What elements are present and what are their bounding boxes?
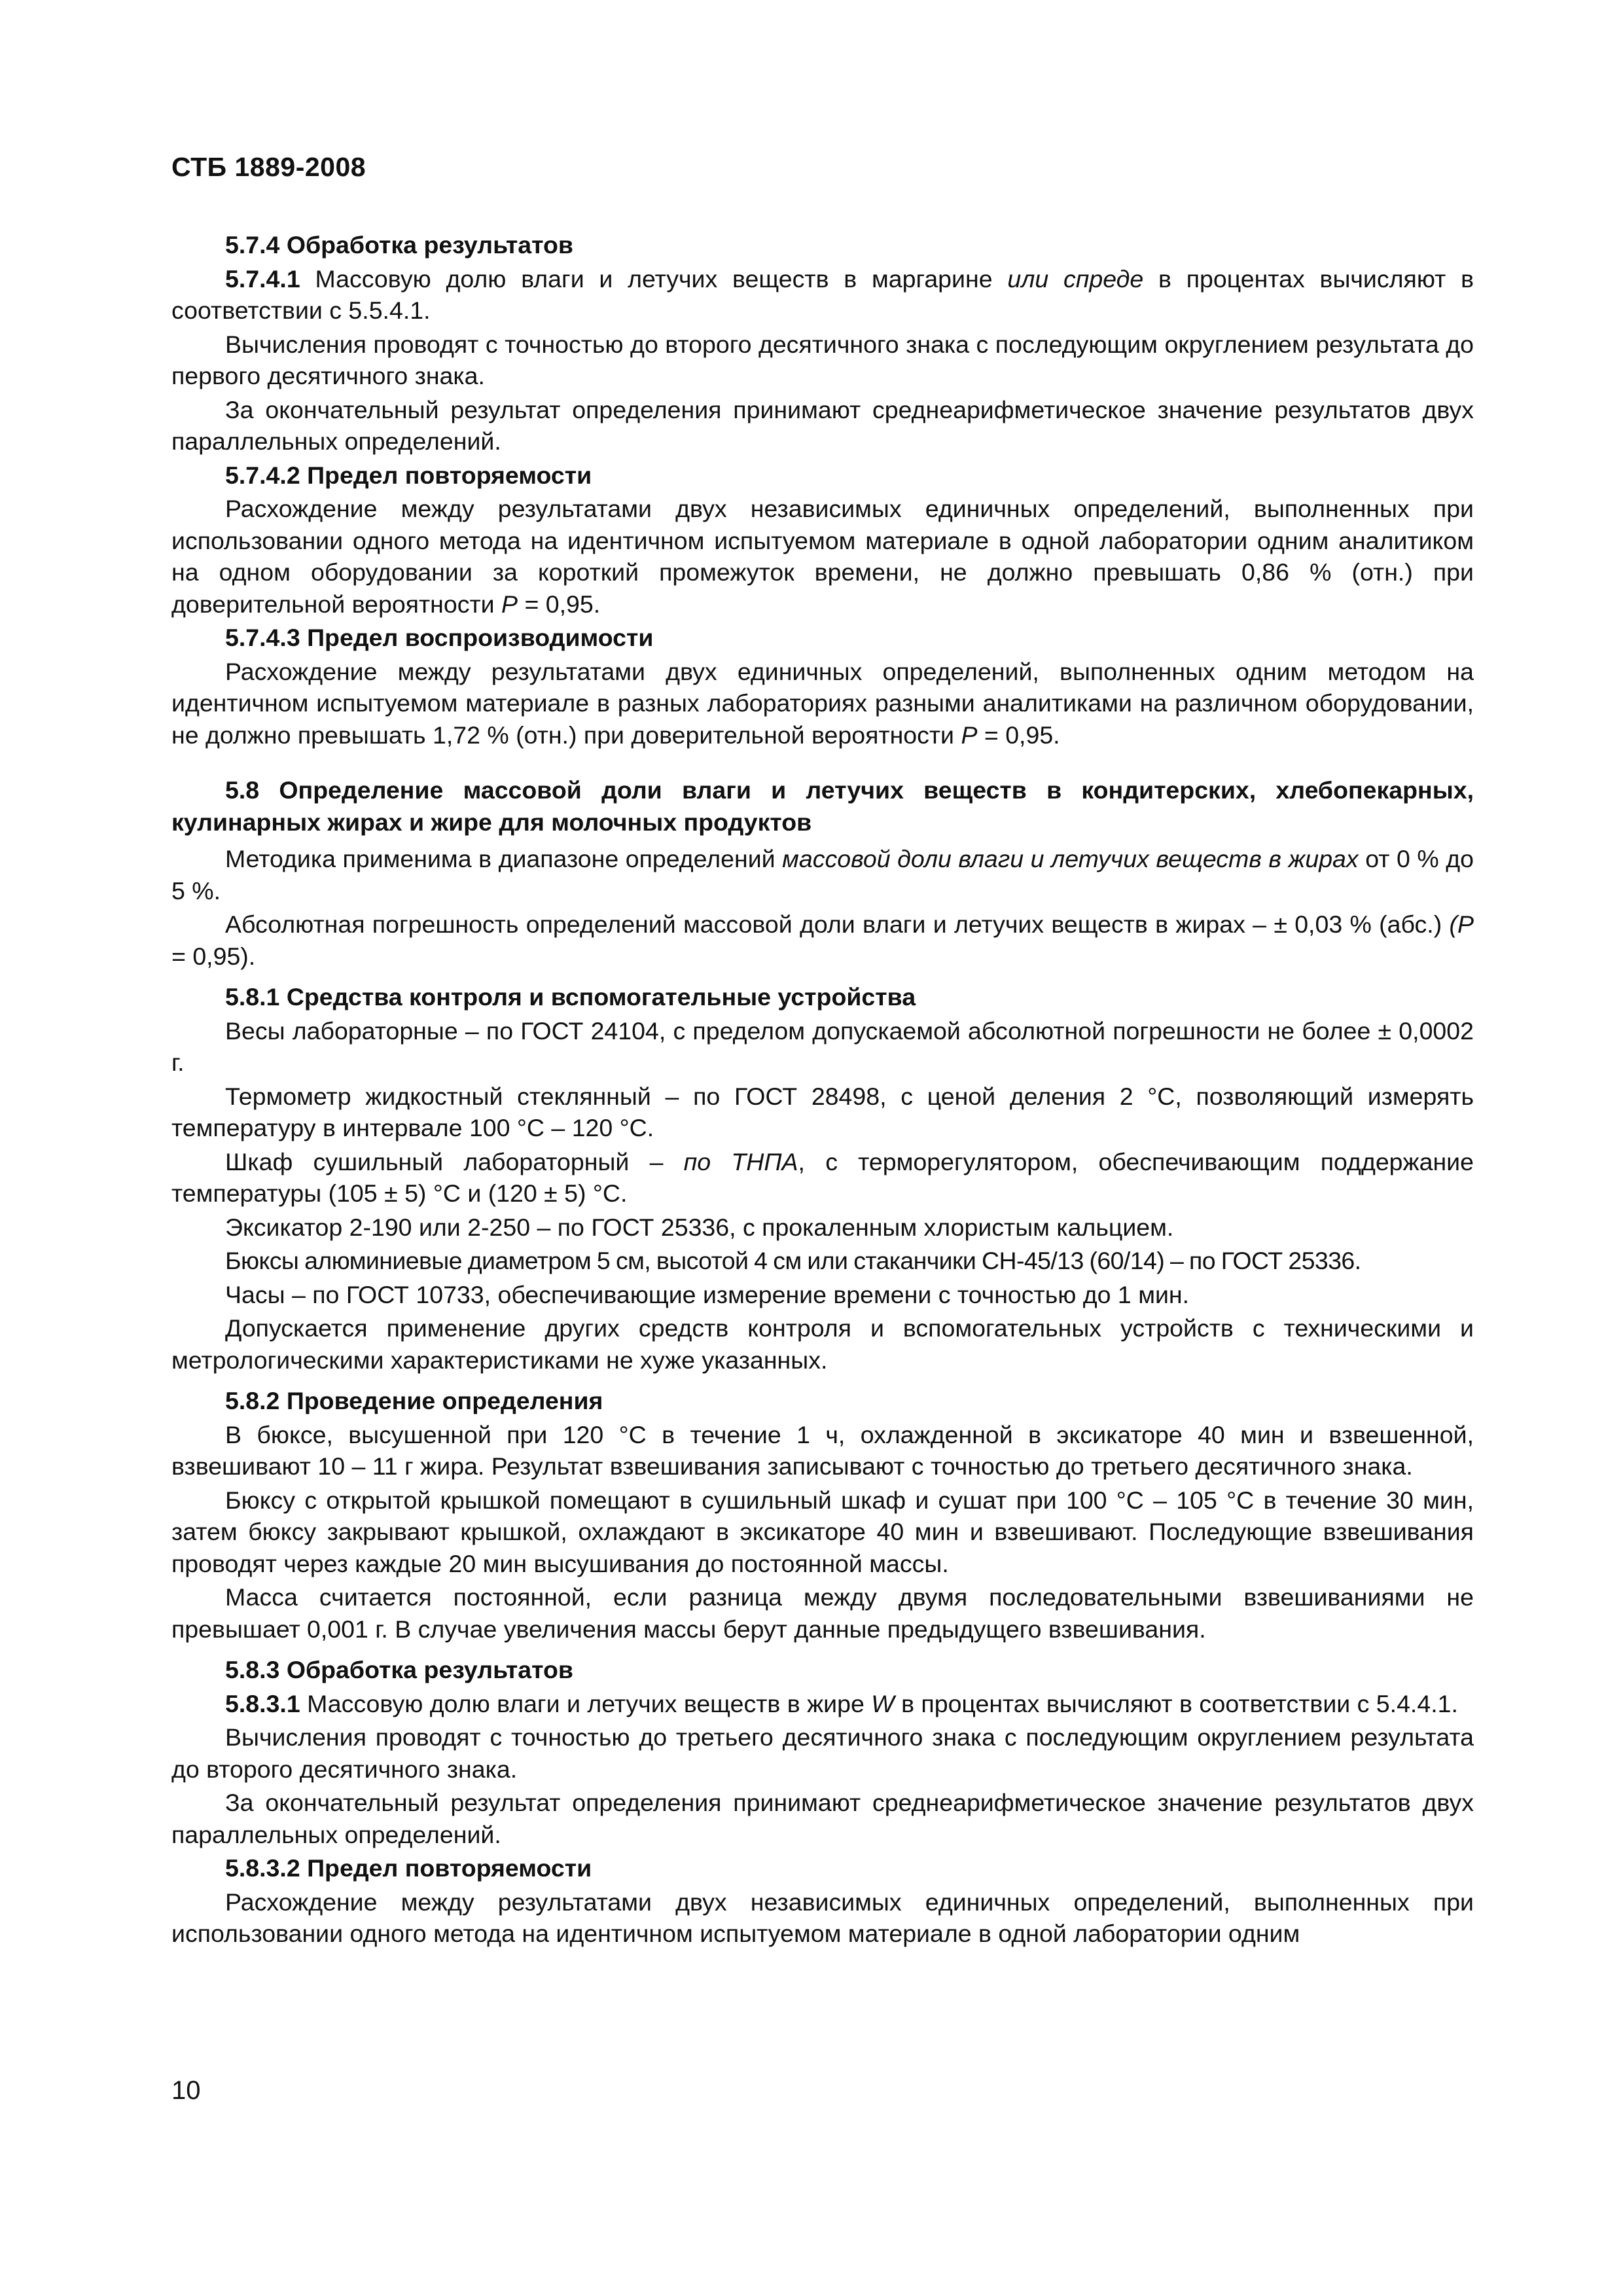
equipment-item: Термометр жидкостный стеклянный – по ГОСТ 28498, с ценой деления 2 °С, позволяющий измерять температуру в интервале 100 °С – 120 °С.: [171, 1082, 1474, 1141]
text: в процентах вычисляют в соответствии с 5.4.4.1.: [894, 1689, 1458, 1717]
paragraph: Вычисления проводят с точностью до второго десятичного знака с последующим округлением результата до первого десятичного знака.: [171, 330, 1474, 389]
paragraph: Вычисления проводят с точностью до третьего десятичного знака с последующим округлением результата до второго десятичного знака.: [171, 1723, 1474, 1783]
subsection-heading-5-8-2: 5.8.2 Проведение определения: [225, 1387, 603, 1414]
subsection-heading-5-7-4-2: 5.7.4.2 Предел повторяемости: [225, 461, 592, 489]
text: Массовую долю влаги и летучих веществ в маргарине: [300, 264, 1008, 293]
document-header: СТБ 1889-2008: [171, 152, 366, 182]
text: в процентах вычисляют в соответствии с 5.5.4.1.: [171, 264, 1474, 324]
text: = 0,95.: [518, 590, 601, 618]
italic-text: P: [501, 590, 518, 618]
paragraph: В бюксе, высушенной при 120 °С в течение 1 ч, охлажденной в эксикаторе 40 мин и взвешенной, взвешивают 10 – 11 г жира. Результат взвешивания записывают с точностью до третьего десятичного знака.: [171, 1420, 1474, 1480]
text: от 0 % до 5 %.: [171, 845, 1474, 905]
equipment-item: Эксикатор 2-190 или 2-250 – по ГОСТ 25336, с прокаленным хлористым кальцием.: [225, 1213, 1174, 1241]
section-heading-5-8: 5.8 Определение массовой доли влаги и летучих веществ в кондитерских, хлебопекарных, кулинарных жирах и жире для молочных продуктов: [171, 776, 1474, 836]
text: Массовую долю влаги и летучих веществ в жире: [300, 1689, 872, 1717]
text: = 0,95.: [977, 721, 1060, 749]
paragraph: [171, 908, 1474, 972]
text: , с терморегулятором, обеспечивающим поддержание температуры (105 ± 5) °С и (120 ± 5) °С.: [171, 1147, 1474, 1207]
text: Расхождение между результатами двух единичных определений, выполненных одним методом на идентичном испытуемом материале в разных лабораториях разными аналитиками на различном оборудовании, не должно превышать 1,72 % (отн.) при доверительной вероятности: [171, 657, 1474, 749]
page-number: 10: [171, 2076, 201, 2105]
italic-text: или спреде: [1007, 264, 1144, 293]
paragraph: Бюксу с открытой крышкой помещают в сушильный шкаф и сушат при 100 °С – 105 °С в течение 30 мин, затем бюксу закрывают крышкой, охлаждают в эксикаторе 40 мин и взвешивают. Последующие взвешивания проводят через каждые 20 мин высушивания до постоянной массы.: [171, 1486, 1474, 1577]
document-body: [171, 229, 1474, 1952]
italic-text: по ТНПА: [683, 1147, 798, 1175]
paragraph-5-8-3-1: [171, 1688, 1474, 1720]
paragraph: [171, 843, 1474, 906]
subsection-heading-5-8-1: 5.8.1 Средства контроля и вспомогательные устройства: [225, 983, 916, 1011]
italic-text: W: [871, 1689, 895, 1717]
paragraph: Расхождение между результатами двух независимых единичных определений, выполненных при использовании одного метода на идентичном испытуемом материале в одной лаборатории одним: [171, 1888, 1474, 1947]
italic-text: массовой доли влаги и летучих веществ в жирах: [782, 845, 1359, 872]
text: = 0,95).: [171, 942, 256, 970]
subsection-heading-5-8-3-2: 5.8.3.2 Предел повторяемости: [225, 1854, 592, 1882]
paragraph: За окончательный результат определения принимают среднеарифметическое значение результатов двух параллельных определений.: [171, 1789, 1474, 1848]
clause-number: 5.8.3.1: [225, 1689, 300, 1717]
text: Методика применима в диапазоне определений: [225, 845, 783, 872]
text: Шкаф сушильный лабораторный –: [225, 1147, 684, 1175]
equipment-item: Бюксы алюминиевые диаметром 5 см, высотой 4 см или стаканчики СН-45/13 (60/14) – по ГОСТ 25336.: [225, 1247, 1361, 1274]
equipment-item: [171, 1146, 1474, 1210]
italic-text: P: [961, 721, 978, 749]
clause-number: 5.7.4.1: [225, 264, 300, 293]
section-heading-5-7-4: 5.7.4 Обработка результатов: [225, 231, 573, 259]
text: Расхождение между результатами двух независимых единичных определений, выполненных при использовании одного метода на идентичном испытуемом материале в одной лаборатории одним аналитиком на одном оборудовании за короткий промежуток времени, не должно превышать 0,86 % (отн.) при доверительной вероятности: [171, 495, 1474, 618]
text: Абсолютная погрешность определений массовой доли влаги и летучих веществ в жирах – ± 0,03 % (абс.): [225, 910, 1450, 938]
equipment-item: Часы – по ГОСТ 10733, обеспечивающие измерение времени с точностью до 1 мин.: [225, 1280, 1190, 1308]
paragraph: [171, 656, 1474, 751]
paragraph: Масса считается постоянной, если разница между двумя последовательными взвешиваниями не превышает 0,001 г. В случае увеличения массы берут данные предыдущего взвешивания.: [171, 1583, 1474, 1643]
equipment-item: Весы лабораторные – по ГОСТ 24104, с пределом допускаемой абсолютной погрешности не более ± 0,0002 г.: [171, 1016, 1474, 1076]
italic-text: (P: [1449, 910, 1474, 938]
subsection-heading-5-8-3: 5.8.3 Обработка результатов: [225, 1656, 573, 1683]
paragraph: [171, 493, 1474, 620]
subsection-heading-5-7-4-3: 5.7.4.3 Предел воспроизводимости: [225, 624, 654, 651]
paragraph: За окончательный результат определения принимают среднеарифметическое значение результатов двух параллельных определений.: [171, 395, 1474, 455]
equipment-item: Допускается применение других средств контроля и вспомогательных устройств с техническими и метрологическими характеристиками не хуже указанных.: [171, 1314, 1474, 1374]
paragraph-5-7-4-1: [171, 263, 1474, 327]
